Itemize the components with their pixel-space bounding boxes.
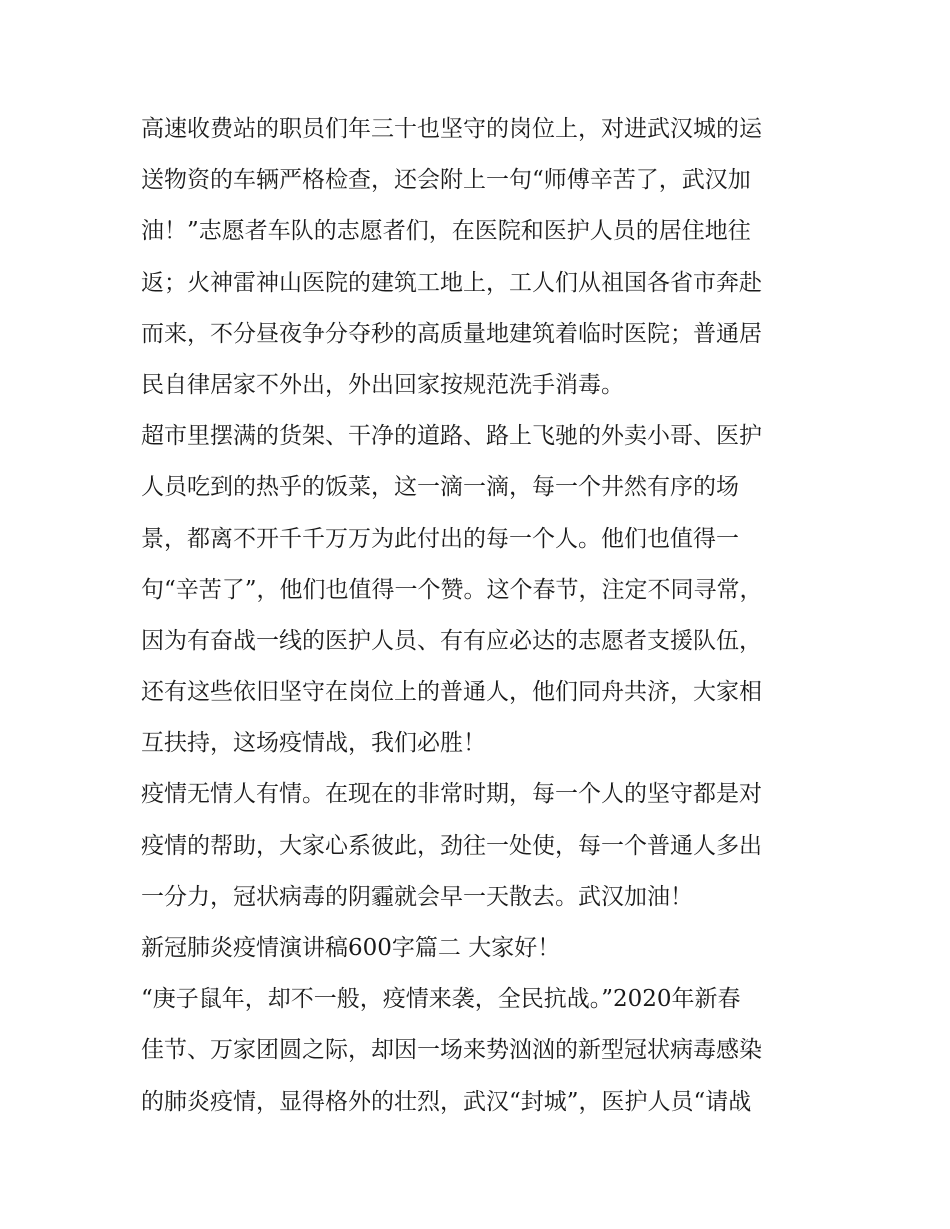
text-line: 互扶持，这场疫情战，我们必胜！ <box>141 730 486 757</box>
text-line: 油！”志愿者车队的志愿者们，在医院和医护人员的居住地往 <box>141 218 751 245</box>
text-line: 还有这些依旧坚守在岗位上的普通人，他们同舟共济，大家相 <box>141 679 762 706</box>
text-line: 送物资的车辆严格检查，还会附上一句“师傅辛苦了，武汉加 <box>141 167 751 194</box>
text-line: 疫情无情人有情。在现在的非常时期，每一个人的坚守都是对 <box>141 781 762 808</box>
text-line: 的肺炎疫情，显得格外的壮烈，武汉“封城”，医护人员“请战 <box>141 1088 752 1115</box>
text-line: 疫情的帮助，大家心系彼此，劲往一处使，每一个普通人多出 <box>141 832 762 859</box>
text-line: 返；火神雷神山医院的建筑工地上，工人们从祖国各省市奔赴 <box>141 269 762 296</box>
document-body <box>141 104 821 1128</box>
section-heading: 新冠肺炎疫情演讲稿600字篇二 大家好！ <box>141 935 561 961</box>
text-line: 高速收费站的职员们年三十也坚守的岗位上，对进武汉城的运 <box>141 116 762 142</box>
text-line: 因为有奋战一线的医护人员、有有应必达的志愿者支援队伍， <box>141 627 762 654</box>
text-line: 景，都离不开千千万万为此付出的每一个人。他们也值得一 <box>141 525 739 552</box>
text-line: 民自律居家不外出，外出回家按规范洗手消毒。 <box>141 371 624 398</box>
text-line: 而来，不分昼夜争分夺秒的高质量地建筑着临时医院；普通居 <box>141 320 762 347</box>
text-line: 超市里摆满的货架、干净的道路、路上飞驰的外卖小哥、医护 <box>141 423 762 450</box>
text-line: 佳节、万家团圆之际，却因一场来势汹汹的新型冠状病毒感染 <box>141 1037 762 1064</box>
text-line: 一分力，冠状病毒的阴霾就会早一天散去。武汉加油！ <box>141 883 693 910</box>
text-line: “庚子鼠年，却不一般，疫情来袭，全民抗战。”2020年新春 <box>141 986 741 1013</box>
text-line: 句“辛苦了”，他们也值得一个赞。这个春节，注定不同寻常， <box>141 576 763 603</box>
text-line: 人员吃到的热乎的饭菜，这一滴一滴，每一个井然有序的场 <box>141 474 739 501</box>
